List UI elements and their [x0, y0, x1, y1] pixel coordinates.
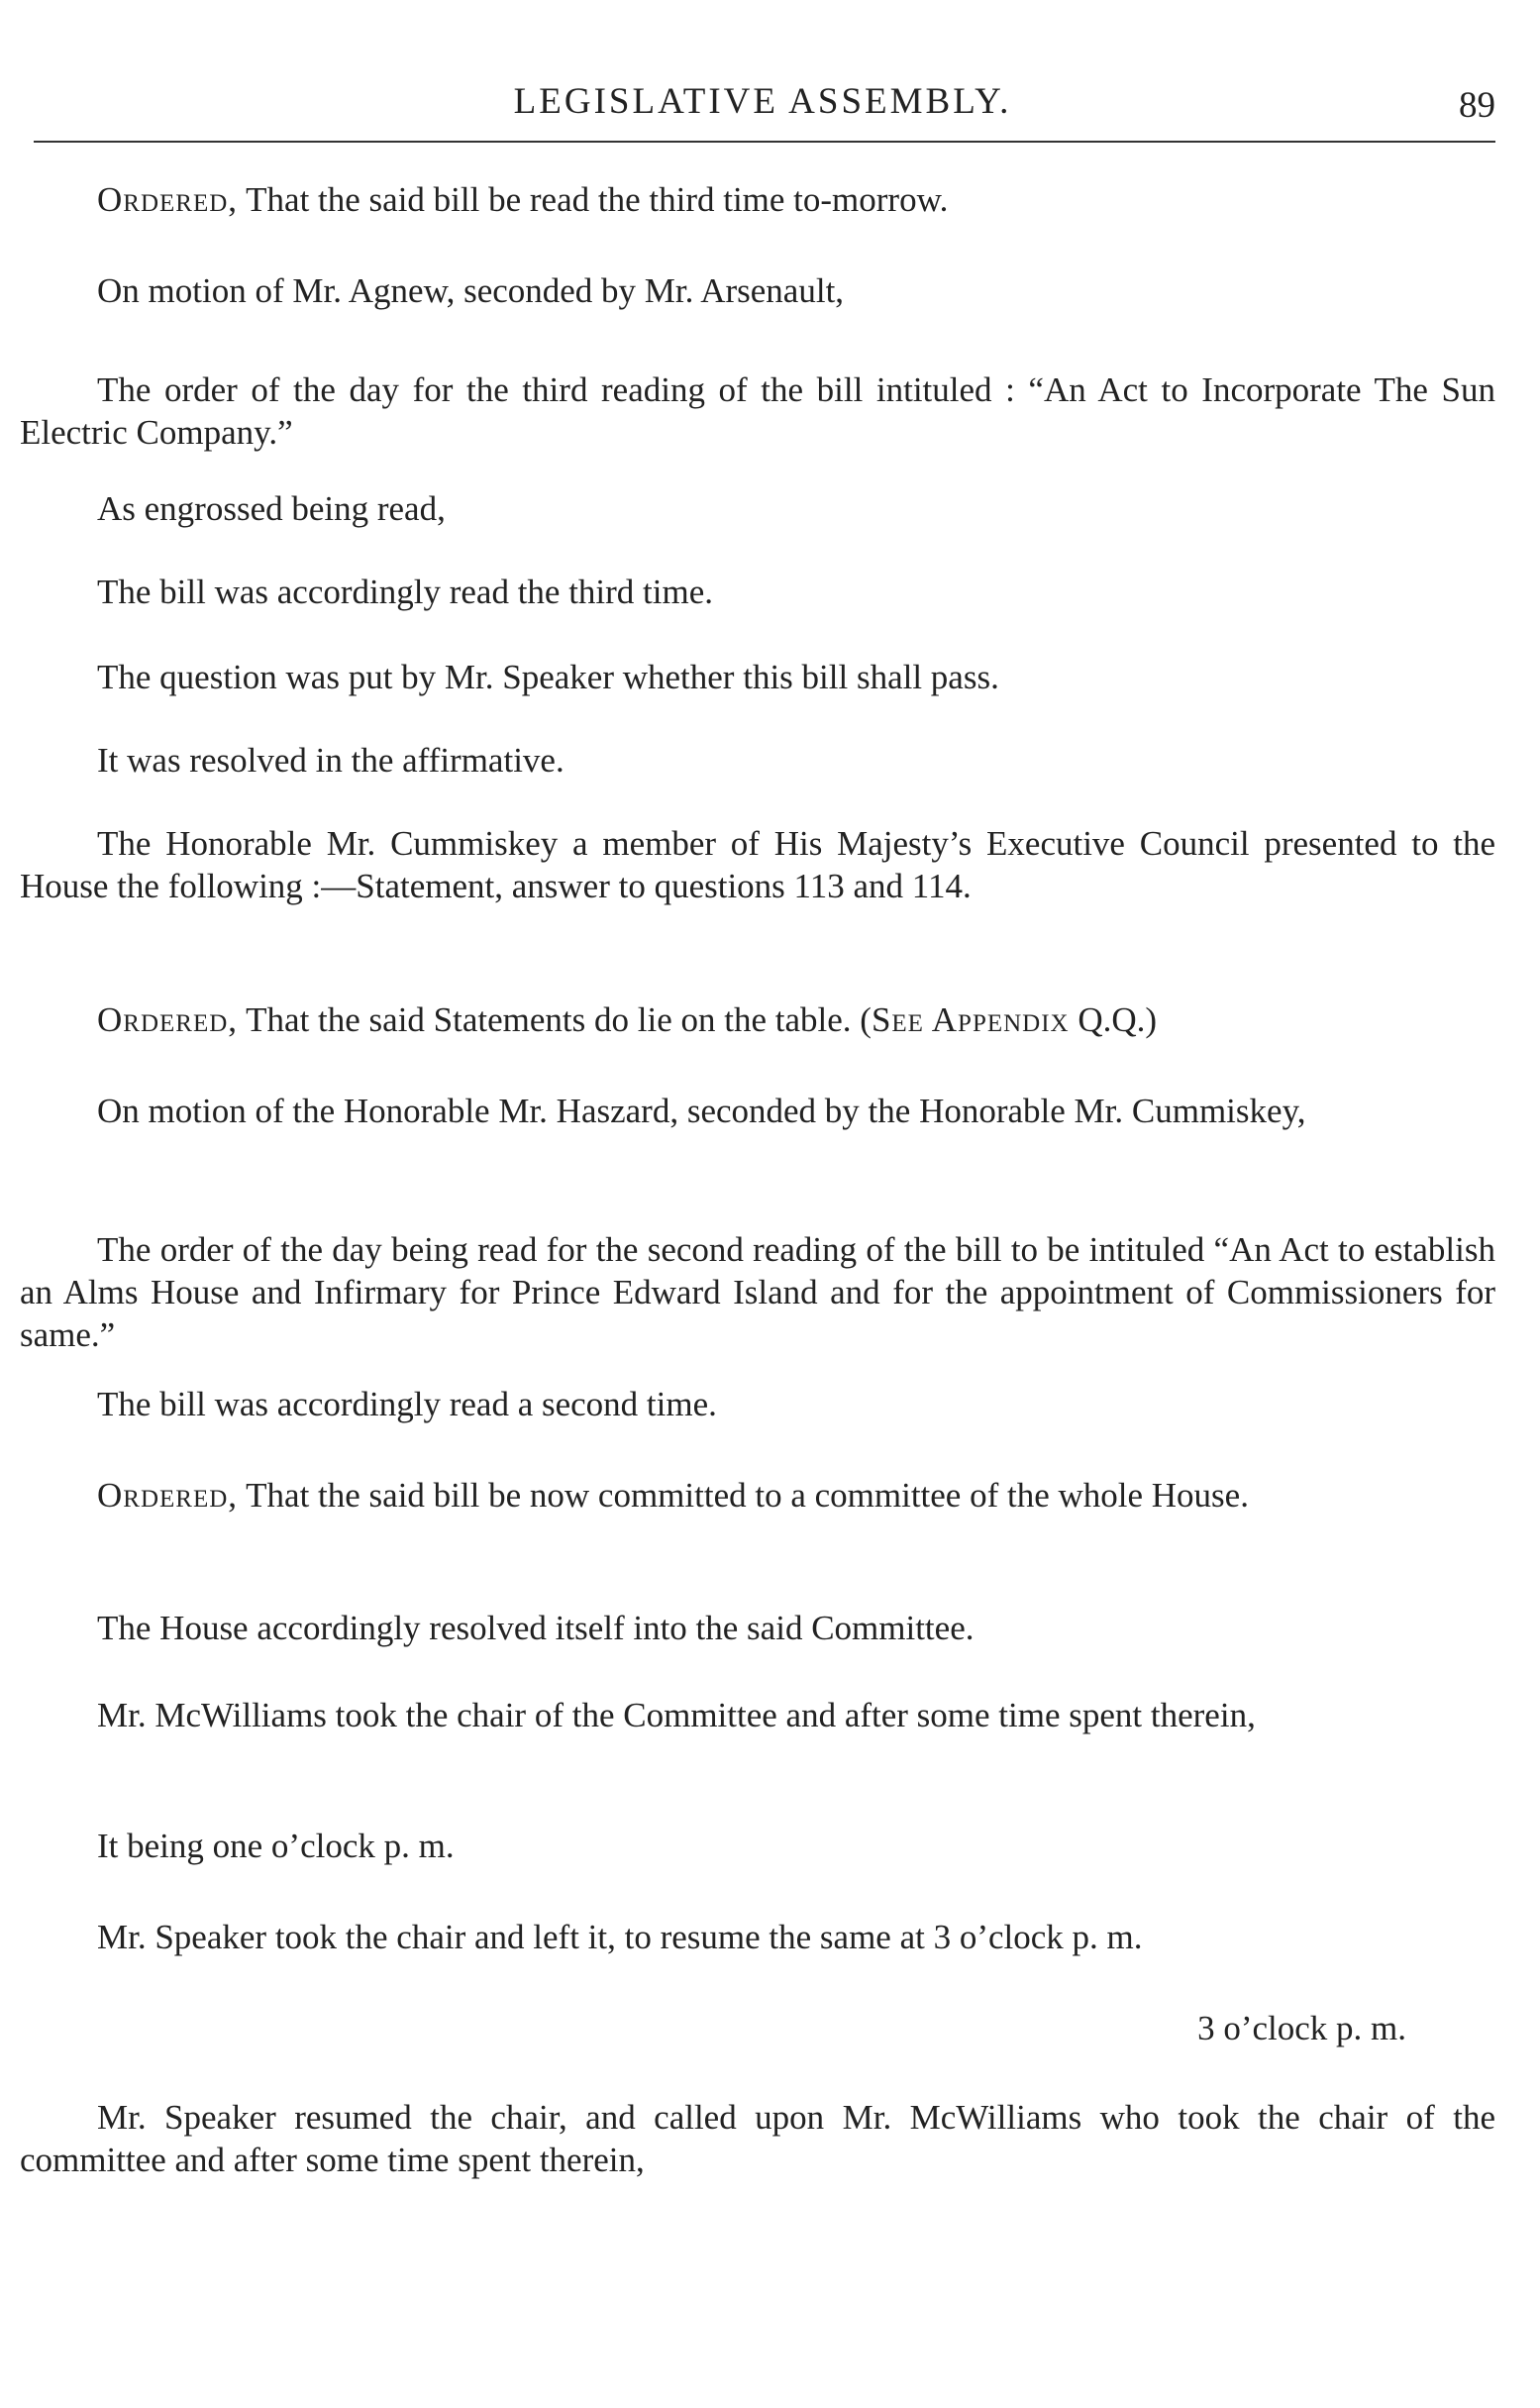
- paragraph-ordered-statements: [20, 998, 1495, 1041]
- paragraph-text: That the said bill be read the third time to-morrow.: [238, 180, 949, 219]
- paragraph-house-resolved: The House accordingly resolved itself into the said Committee.: [97, 1609, 975, 1647]
- see-appendix: See Appendix: [871, 1000, 1070, 1039]
- paragraph-ordered-third-reading: [20, 178, 1495, 221]
- header-rule: [34, 141, 1495, 143]
- ordered-lead: Ordered,: [97, 180, 239, 219]
- paragraph-motion-agnew: On motion of Mr. Agnew, seconded by Mr. Arsenault,: [97, 271, 845, 310]
- paragraph-cummiskey-statement: The Honorable Mr. Cummiskey a member of His Majesty’s Executive Council presented to the House the following :—Statement, answer to questions 113 and 114.: [20, 824, 1495, 905]
- paragraph-order-alms-house: The order of the day being read for the second reading of the bill to be intituled “An Act to establish an Alms House and Infirmary for Prince Edward Island and for the appointment of Commissioners for same.”: [20, 1230, 1495, 1354]
- page-header: [30, 77, 1495, 127]
- paragraph-text: That the said Statements do lie on the table. (: [238, 1000, 872, 1039]
- running-head-title: LEGISLATIVE ASSEMBLY.: [513, 81, 1012, 122]
- paragraph-engrossed: As engrossed being read,: [97, 489, 446, 528]
- paragraph-ordered-committed: [20, 1474, 1495, 1517]
- paragraph-motion-haszard: On motion of the Honorable Mr. Haszard, seconded by the Honorable Mr. Cummiskey,: [97, 1092, 1306, 1130]
- paragraph-resolved-affirmative: It was resolved in the affirmative.: [97, 741, 565, 780]
- paragraph-text: That the said bill be now committed to a committee of the whole House.: [238, 1476, 1249, 1515]
- paragraph-order-sun-electric: The order of the day for the third reading of the bill intituled : “An Act to Incorporate The Sun Electric Company.”: [20, 370, 1495, 452]
- paragraph-one-oclock: It being one o’clock p. m.: [97, 1827, 455, 1865]
- ordered-lead: Ordered,: [97, 1000, 239, 1039]
- paragraph-read-second-time: The bill was accordingly read a second time.: [97, 1385, 717, 1423]
- paragraph-read-third-time: The bill was accordingly read the third time.: [97, 573, 714, 611]
- paragraph-mcwilliams-chair: Mr. McWilliams took the chair of the Committee and after some time spent therein,: [97, 1696, 1256, 1734]
- time-heading: 3 o’clock p. m.: [1197, 2009, 1406, 2047]
- ordered-lead: Ordered,: [97, 1476, 239, 1515]
- page-number: 89: [1459, 85, 1495, 126]
- paragraph-speaker-resumed: Mr. Speaker resumed the chair, and called upon Mr. McWilliams who took the chair of the committee and after some time spent therein,: [20, 2098, 1495, 2179]
- appendix-reference: Q.Q.): [1069, 1000, 1158, 1039]
- paragraph-question-put: The question was put by Mr. Speaker whether this bill shall pass.: [97, 658, 999, 696]
- paragraph-speaker-left: Mr. Speaker took the chair and left it, to resume the same at 3 o’clock p. m.: [97, 1918, 1143, 1956]
